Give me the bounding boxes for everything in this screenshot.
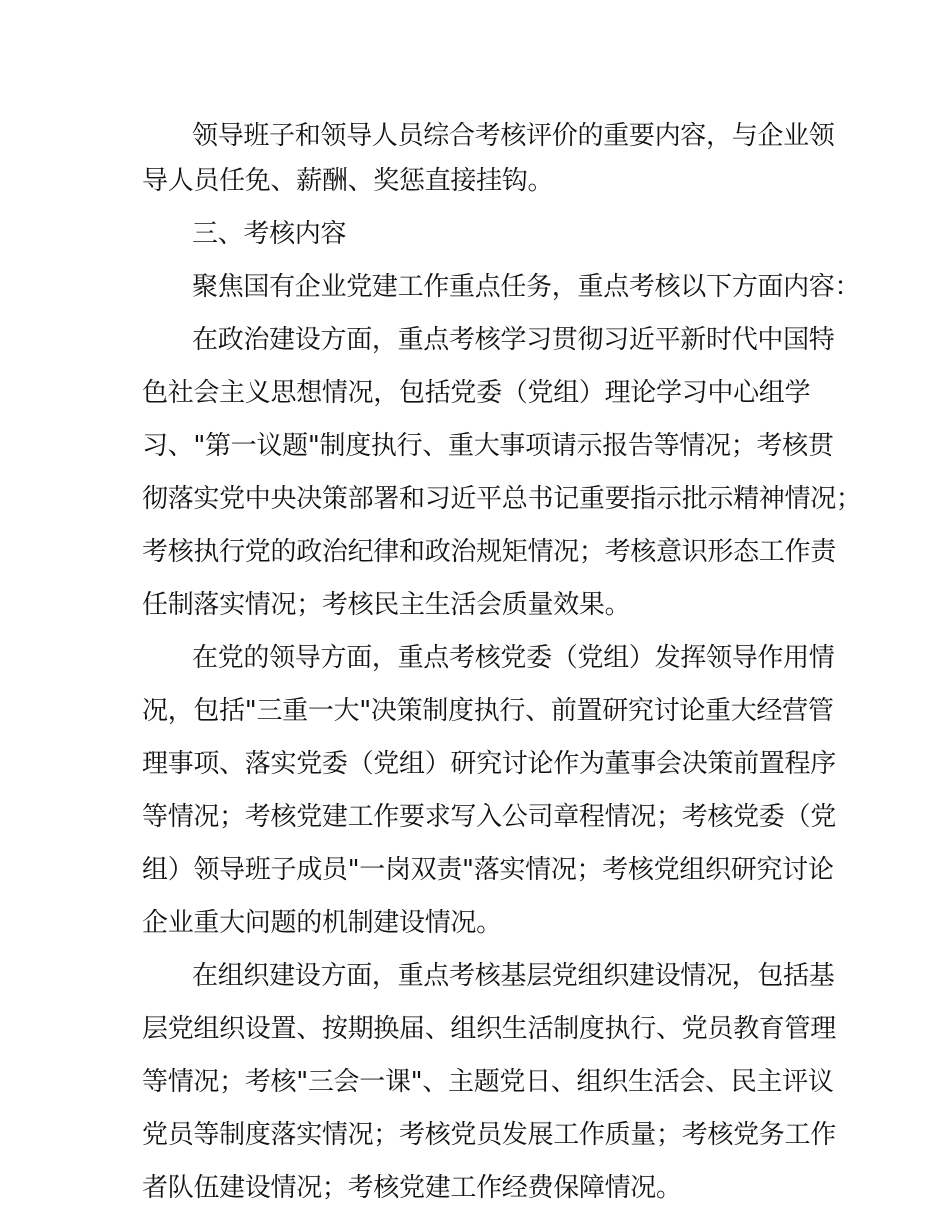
document-page [142,110,862,1215]
text-line: 彻落实党中央决策部署和习近平总书记重要指示批示精神情况； [142,484,862,514]
text-line: 况，包括"三重一大"决策制度执行、前置研究讨论重大经营管 [142,696,834,726]
paragraph-political [142,314,862,632]
text-line: 企业重大问题的机制建设情况。 [142,908,502,938]
text-line: 在党的领导方面，重点考核党委（党组）发挥领导作用情 [192,643,835,673]
text-line: 考核执行党的政治纪律和政治规矩情况；考核意识形态工作责 [142,537,836,567]
text-line: 领导班子和领导人员综合考核评价的重要内容，与企业领 [192,121,835,151]
section-heading: 三、考核内容 [192,219,347,249]
text-line: 任制落实情况；考核民主生活会质量效果。 [142,590,631,620]
text-line: 在组织建设方面，重点考核基层党组织建设情况，包括基 [192,961,835,991]
text-line: 等情况；考核"三会一课"、主题党日、组织生活会、民主评议 [142,1067,834,1097]
text-line: 组）领导班子成员"一岗双责"落实情况；考核党组织研究讨论 [142,855,834,885]
text-line: 层党组织设置、按期换届、组织生活制度执行、党员教育管理 [142,1014,836,1044]
text-line: 等情况；考核党建工作要求写入公司章程情况；考核党委（党 [142,802,836,832]
lead-paragraph: 聚焦国有企业党建工作重点任务，重点考核以下方面内容： [192,272,861,302]
text-line: 在政治建设方面，重点考核学习贯彻习近平新时代中国特 [192,325,835,355]
text-line: 党员等制度落实情况；考核党员发展工作质量；考核党务工作 [142,1120,836,1150]
text-line: 理事项、落实党委（党组）研究讨论作为董事会决策前置程序 [142,749,836,779]
text-line: 者队伍建设情况；考核党建工作经费保障情况。 [142,1173,682,1203]
paragraph-organization [142,950,842,1215]
paragraph-leadership [142,632,842,950]
text-line: 习、"第一议题"制度执行、重大事项请示报告等情况；考核贯 [142,431,834,461]
text-line: 色社会主义思想情况，包括党委（党组）理论学习中心组学 [142,378,811,408]
text-line: 导人员任免、薪酬、奖惩直接挂钩。 [142,166,554,196]
